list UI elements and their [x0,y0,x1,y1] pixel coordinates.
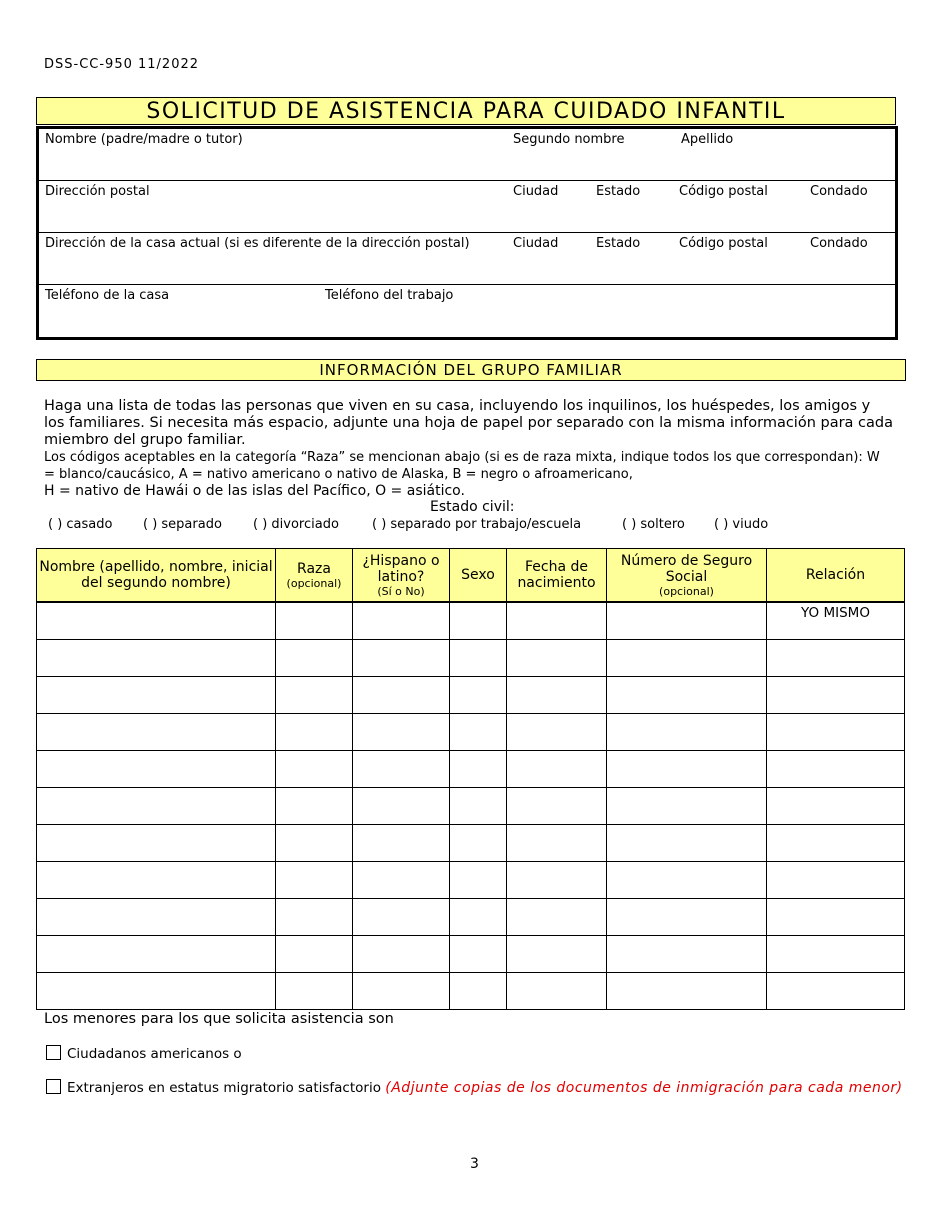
col-race-note: (opcional) [286,576,342,590]
table-cell[interactable] [607,640,767,677]
form-title: SOLICITUD DE ASISTENCIA PARA CUIDADO INFANTIL [36,97,896,125]
home-zip-label: Código postal [679,236,768,251]
table-cell[interactable] [767,788,905,825]
mailing-address-label: Dirección postal [45,184,150,199]
household-instructions: Haga una lista de todas las personas que viven en su casa, incluyendo los inquilinos, los huéspedes, los amigos y los familiares. Si necesita más espacio, adjunte una hoja de papel por separado con la misma información para cada miembro del grupo familiar. [44,398,893,448]
table-cell[interactable] [37,677,276,714]
table-cell[interactable] [607,788,767,825]
marital-option-separated[interactable]: ( ) separado [143,517,222,532]
table-cell[interactable] [276,936,353,973]
table-cell[interactable] [507,862,607,899]
home-county-label: Condado [810,236,868,251]
marital-option-divorced[interactable]: ( ) divorciado [253,517,339,532]
table-cell[interactable] [353,602,450,640]
table-cell[interactable] [450,602,507,640]
mailing-address-row[interactable] [39,181,895,233]
table-cell[interactable] [607,602,767,640]
table-cell[interactable] [767,973,905,1010]
household-section-title: INFORMACIÓN DEL GRUPO FAMILIAR [36,359,906,381]
table-cell[interactable] [276,788,353,825]
table-cell[interactable] [607,825,767,862]
table-cell[interactable] [37,825,276,862]
table-cell[interactable] [353,862,450,899]
table-cell[interactable] [450,862,507,899]
page-number: 3 [470,1156,479,1172]
table-cell[interactable] [353,788,450,825]
col-hispanic-label: ¿Hispano o latino? [362,552,440,585]
relation-self-cell[interactable]: YO MISMO [767,602,905,640]
col-ssn-header [607,549,767,603]
middle-name-label: Segundo nombre [513,132,625,147]
home-address-label: Dirección de la casa actual (si es diferente de la dirección postal) [45,236,470,251]
immigrant-option[interactable] [46,1079,903,1096]
table-cell[interactable] [37,899,276,936]
table-cell[interactable] [450,936,507,973]
table-cell[interactable] [607,936,767,973]
citizen-checkbox[interactable] [46,1045,61,1060]
col-race-header [276,549,353,603]
table-cell[interactable] [37,640,276,677]
table-row [37,899,905,936]
marital-option-married[interactable]: ( ) casado [48,517,113,532]
col-dob-label: Fecha de nacimiento [517,559,596,591]
table-row [37,714,905,751]
race-codes-line2: H = nativo de Hawái o de las islas del Pacífico, O = asiático. [44,483,465,499]
table-cell[interactable] [37,973,276,1010]
table-cell[interactable] [767,862,905,899]
marital-option-single[interactable]: ( ) soltero [622,517,685,532]
table-cell[interactable] [507,788,607,825]
table-cell[interactable] [276,899,353,936]
table-cell[interactable] [37,788,276,825]
table-row [37,973,905,1010]
home-address-row[interactable] [39,233,895,285]
form-code: DSS-CC-950 11/2022 [44,57,200,72]
table-cell[interactable] [450,714,507,751]
col-ssn-label: Número de Seguro Social [620,552,753,585]
table-cell[interactable] [450,973,507,1010]
table-cell[interactable] [450,677,507,714]
table-cell[interactable] [767,677,905,714]
table-cell[interactable] [507,602,607,640]
race-codes [44,449,894,500]
marital-option-widowed[interactable]: ( ) viudo [714,517,769,532]
household-table-body [37,602,905,1010]
col-relation-label: Relación [805,567,866,583]
table-cell[interactable] [507,825,607,862]
table-row [37,862,905,899]
table-cell[interactable] [507,973,607,1010]
table-row [37,788,905,825]
household-table-header [37,549,905,603]
table-cell[interactable] [450,788,507,825]
table-cell[interactable] [767,751,905,788]
table-cell[interactable] [276,862,353,899]
table-cell[interactable] [507,751,607,788]
table-cell[interactable] [353,936,450,973]
table-cell[interactable] [353,677,450,714]
table-cell[interactable] [507,936,607,973]
table-cell[interactable] [507,714,607,751]
home-phone-label: Teléfono de la casa [45,288,170,303]
table-cell[interactable] [37,936,276,973]
household-table [36,548,905,1010]
table-row [37,602,905,640]
table-cell[interactable] [767,936,905,973]
applicant-info-box [36,126,898,340]
table-cell[interactable] [276,973,353,1010]
col-sex-header [450,549,507,603]
table-cell[interactable] [607,973,767,1010]
minors-label: Los menores para los que solicita asistencia son [44,1011,394,1027]
zip-label: Código postal [679,184,768,199]
table-cell[interactable] [276,602,353,640]
table-cell[interactable] [353,640,450,677]
table-cell[interactable] [607,862,767,899]
table-cell[interactable] [767,640,905,677]
race-codes-line1: Los códigos aceptables en la categoría “Raza” se mencionan abajo (si es de raza mixta, indique todos los que correspondan): W = blanco/caucásico, A = nativo americano o nativo de Alaska, B = negro o afroamericano, [44,450,880,482]
col-race-label: Raza [297,560,331,577]
table-cell[interactable] [37,751,276,788]
table-cell[interactable] [767,899,905,936]
table-cell[interactable] [37,602,276,640]
table-cell[interactable] [37,862,276,899]
table-cell[interactable] [450,640,507,677]
applicant-name-row[interactable] [39,129,895,181]
table-cell[interactable] [507,899,607,936]
col-name-header [37,549,276,603]
table-cell[interactable] [607,677,767,714]
table-row [37,640,905,677]
phone-row[interactable] [39,285,895,337]
citizen-label: Ciudadanos americanos o [67,1046,242,1062]
table-row [37,936,905,973]
table-cell[interactable] [276,677,353,714]
county-label: Condado [810,184,868,199]
table-cell[interactable] [353,899,450,936]
table-cell[interactable] [767,714,905,751]
col-ssn-note: (opcional) [659,584,714,598]
table-cell[interactable] [353,714,450,751]
table-cell[interactable] [607,899,767,936]
col-name-label: Nombre (apellido, nombre, inicial del segundo nombre) [39,559,273,591]
table-cell[interactable] [353,751,450,788]
marital-status-label: Estado civil: [430,499,515,515]
table-cell[interactable] [607,714,767,751]
table-cell[interactable] [353,825,450,862]
col-hispanic-header [353,549,450,603]
table-cell[interactable] [276,751,353,788]
name-label: Nombre (padre/madre o tutor) [45,132,243,147]
city-label: Ciudad [513,184,559,199]
table-cell[interactable] [353,973,450,1010]
citizen-option[interactable] [46,1045,242,1062]
col-sex-label: Sexo [461,567,495,583]
immigrant-note: (Adjunte copias de los documentos de inmigración para cada menor) [385,1080,903,1096]
table-cell[interactable] [767,825,905,862]
last-name-label: Apellido [681,132,734,147]
table-cell[interactable] [507,677,607,714]
table-cell[interactable] [607,751,767,788]
work-phone-label: Teléfono del trabajo [325,288,454,303]
table-cell[interactable] [37,714,276,751]
table-row [37,677,905,714]
col-hispanic-note: (Sí o No) [377,584,425,598]
table-cell[interactable] [507,640,607,677]
home-state-label: Estado [596,236,641,251]
state-label: Estado [596,184,641,199]
table-row [37,751,905,788]
immigrant-checkbox[interactable] [46,1079,61,1094]
table-cell[interactable] [450,751,507,788]
table-cell[interactable] [450,899,507,936]
marital-option-separated-work[interactable]: ( ) separado por trabajo/escuela [372,517,582,532]
col-relation-header [767,549,905,603]
table-cell[interactable] [276,640,353,677]
table-row [37,825,905,862]
table-cell[interactable] [276,825,353,862]
table-cell[interactable] [276,714,353,751]
col-dob-header [507,549,607,603]
home-city-label: Ciudad [513,236,559,251]
table-cell[interactable] [450,825,507,862]
immigrant-label: Extranjeros en estatus migratorio satisfactorio [67,1080,381,1096]
